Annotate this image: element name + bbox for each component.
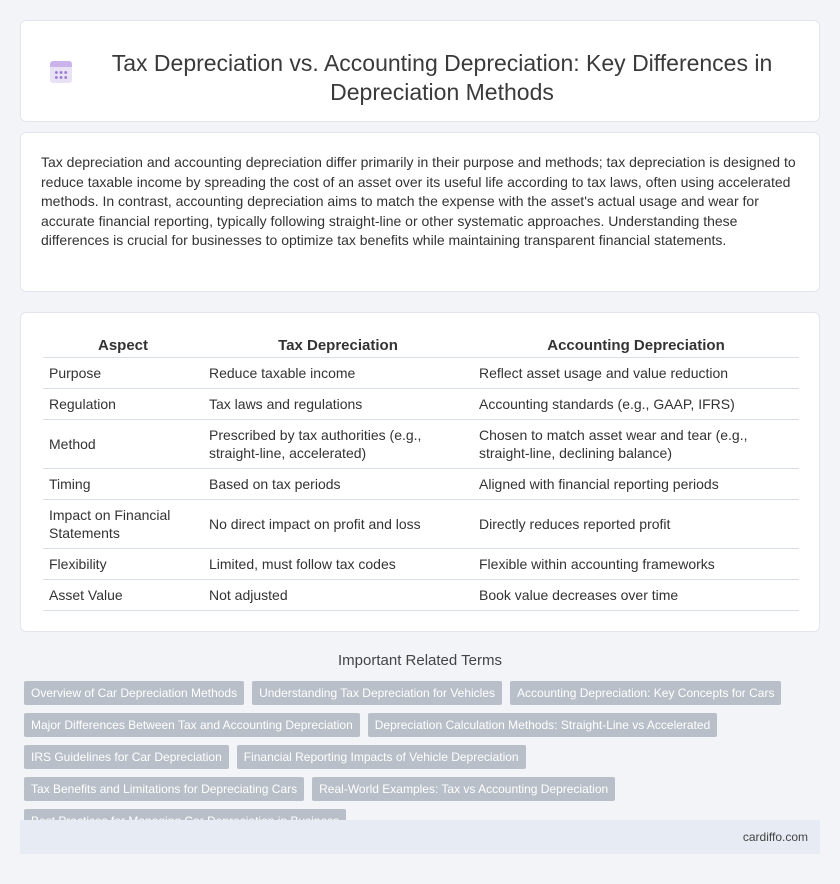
table-cell: Regulation <box>43 389 203 420</box>
table-cell: Reduce taxable income <box>203 358 473 389</box>
table-row <box>43 389 799 420</box>
related-term-link[interactable]: Financial Reporting Impacts of Vehicle Depreciation <box>237 745 526 769</box>
table-cell: Flexibility <box>43 549 203 580</box>
table-cell: Flexible within accounting frameworks <box>473 549 799 580</box>
table-cell: Aligned with financial reporting periods <box>473 469 799 500</box>
table-row <box>43 420 799 469</box>
related-term-link[interactable]: Tax Benefits and Limitations for Depreciating Cars <box>24 777 304 801</box>
table-cell: Directly reduces reported profit <box>473 500 799 549</box>
table-cell: Book value decreases over time <box>473 580 799 611</box>
calendar-icon <box>50 61 72 83</box>
table-row <box>43 469 799 500</box>
table-cell: Limited, must follow tax codes <box>203 549 473 580</box>
related-terms-section <box>20 652 820 841</box>
table-row <box>43 549 799 580</box>
table-cell: Purpose <box>43 358 203 389</box>
table-row <box>43 358 799 389</box>
table-cell: Based on tax periods <box>203 469 473 500</box>
table-cell: Reflect asset usage and value reduction <box>473 358 799 389</box>
related-term-link[interactable]: Depreciation Calculation Methods: Straight-Line vs Accelerated <box>368 713 718 737</box>
comparison-table-card <box>20 312 820 632</box>
page-title: Tax Depreciation vs. Accounting Depreciation: Key Differences in Depreciation Methods <box>111 50 773 105</box>
table-header-row <box>43 331 799 358</box>
related-term-link[interactable]: IRS Guidelines for Car Depreciation <box>24 745 229 769</box>
table-cell: Not adjusted <box>203 580 473 611</box>
intro-paragraph: Tax depreciation and accounting depreciation differ primarily in their purpose and methods; tax depreciation is designed to reduce taxable income by spreading the cost of an asset over its useful life according to tax laws, often using accelerated methods. In contrast, accounting depreciation aims to match the expense with the asset's actual usage and wear for accurate financial reporting, typically following straight-line or other systematic approaches. Understanding these differences is crucial for businesses to optimize tax benefits while maintaining transparent financial statements. <box>41 154 796 248</box>
column-header-accounting: Accounting Depreciation <box>473 331 799 358</box>
column-header-aspect: Aspect <box>43 331 203 358</box>
table-row <box>43 500 799 549</box>
table-cell: Timing <box>43 469 203 500</box>
related-terms-list <box>20 681 820 841</box>
footer-site-link[interactable]: cardiffo.com <box>742 830 808 844</box>
table-cell: Accounting standards (e.g., GAAP, IFRS) <box>473 389 799 420</box>
table-cell: No direct impact on profit and loss <box>203 500 473 549</box>
intro-card <box>20 132 820 292</box>
header-card <box>20 20 820 122</box>
table-cell: Tax laws and regulations <box>203 389 473 420</box>
table-cell: Asset Value <box>43 580 203 611</box>
table-cell: Impact on Financial Statements <box>43 500 203 549</box>
related-term-link[interactable]: Understanding Tax Depreciation for Vehicles <box>252 681 502 705</box>
table-cell: Prescribed by tax authorities (e.g., straight-line, accelerated) <box>203 420 473 469</box>
table-cell: Method <box>43 420 203 469</box>
comparison-table <box>43 331 799 611</box>
related-term-link[interactable]: Real-World Examples: Tax vs Accounting Depreciation <box>312 777 615 801</box>
related-term-link[interactable]: Accounting Depreciation: Key Concepts for Cars <box>510 681 781 705</box>
column-header-tax: Tax Depreciation <box>203 331 473 358</box>
table-cell: Chosen to match asset wear and tear (e.g., straight-line, declining balance) <box>473 420 799 469</box>
footer <box>20 820 820 854</box>
related-term-link[interactable]: Overview of Car Depreciation Methods <box>24 681 244 705</box>
table-row <box>43 580 799 611</box>
related-terms-title: Important Related Terms <box>338 652 502 669</box>
related-term-link[interactable]: Major Differences Between Tax and Accounting Depreciation <box>24 713 360 737</box>
